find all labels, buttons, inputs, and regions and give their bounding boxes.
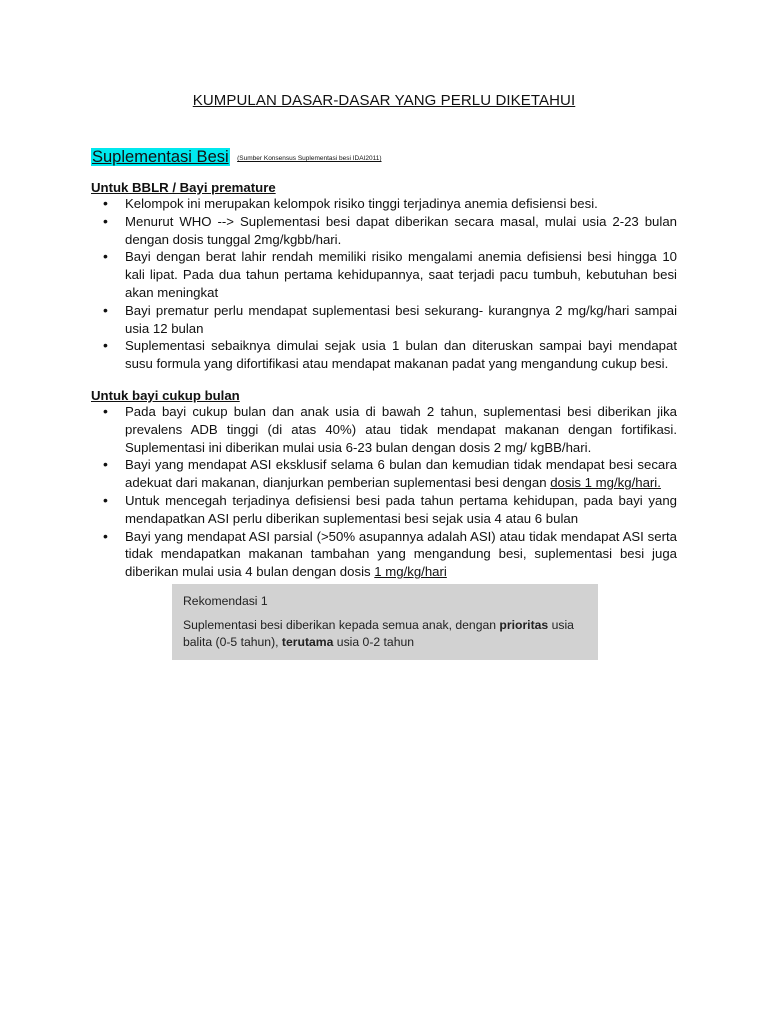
dose-text: dosis 1 mg/kg/hari. <box>550 475 661 491</box>
list-item: • Kelompok ini merupakan kelompok risiko tinggi terjadinya anemia defisiensi besi. <box>91 195 677 213</box>
recommendation-box <box>172 584 598 660</box>
item-text: Bayi yang mendapat ASI eksklusif selama 6 bulan dan kemudian tidak mendapat besi secara adekuat dari makanan, dianjurkan pemberian suplementasi besi dengan <box>125 457 677 491</box>
document-title: KUMPULAN DASAR-DASAR YANG PERLU DIKETAHUI <box>192 92 576 109</box>
dose-text: 1 mg/kg/hari <box>374 564 447 580</box>
rec-bold-prioritas: prioritas <box>499 618 549 632</box>
list-item <box>91 528 677 581</box>
list-item: • Bayi prematur perlu mendapat suplementasi besi sekurang- kurangnya 2 mg/kg/hari sampai usia 12 bulan <box>91 302 677 338</box>
list-item: • Suplementasi sebaiknya dimulai sejak usia 1 bulan dan diteruskan sampai bayi mendapat susu formula yang difortifikasi atau mendapat makanan padat yang mengandung cukup besi. <box>91 337 677 373</box>
rec-bold-terutama: terutama <box>281 635 334 649</box>
rec-text-part: Suplementasi besi diberikan kepada semua anak, dengan <box>183 618 500 632</box>
section-heading <box>91 148 382 167</box>
cukup-bulan-list <box>91 403 677 581</box>
section-title: Suplementasi Besi <box>92 148 229 166</box>
list-item: • Untuk mencegah terjadinya defisiensi besi pada tahun pertama kehidupan, pada bayi yang mendapatkan ASI perlu diberikan suplementasi besi sejak usia 4 atau 6 bulan <box>91 492 677 528</box>
bblr-list <box>91 195 677 373</box>
section-source: (Sumber Konsensus Suplementasi besi IDAI2011) <box>237 155 382 162</box>
cukup-bulan-heading: Untuk bayi cukup bulan <box>91 388 240 403</box>
rec-text-part: usia balita (0-5 tahun), <box>183 618 574 649</box>
recommendation-text <box>183 617 587 651</box>
item-text: Bayi yang mendapat ASI parsial (>50% asupannya adalah ASI) atau tidak mendapat ASI serta tidak mendapatkan makanan tambahan yang mengandung besi, suplementasi besi juga diberikan mulai usia 4 bulan dengan dosis <box>125 528 677 580</box>
rec-text-part: usia 0-2 tahun <box>333 635 415 649</box>
list-item: • Bayi dengan berat lahir rendah memiliki risiko mengalami anemia defisiensi besi hingga 10 kali lipat. Pada dua tahun pertama kehidupannya, saat terjadi pacu tumbuh, kebutuhan besi akan meningkat <box>91 248 677 301</box>
bblr-heading: Untuk BBLR / Bayi premature <box>91 180 276 195</box>
list-item: • Menurut WHO --> Suplementasi besi dapat diberikan secara masal, mulai usia 2-23 bulan dengan dosis tunggal 2mg/kgbb/hari. <box>91 213 677 249</box>
list-item: • Pada bayi cukup bulan dan anak usia di bawah 2 tahun, suplementasi besi diberikan jika prevalens ADB tinggi (di atas 40%) atau tidak mendapat makanan dengan fortifikasi. Suplementasi ini diberikan mulai usia 6-23 bulan dengan dosis 2 mg/ kgBB/hari. <box>91 403 677 456</box>
recommendation-title: Rekomendasi 1 <box>183 594 268 608</box>
list-item <box>91 456 677 492</box>
